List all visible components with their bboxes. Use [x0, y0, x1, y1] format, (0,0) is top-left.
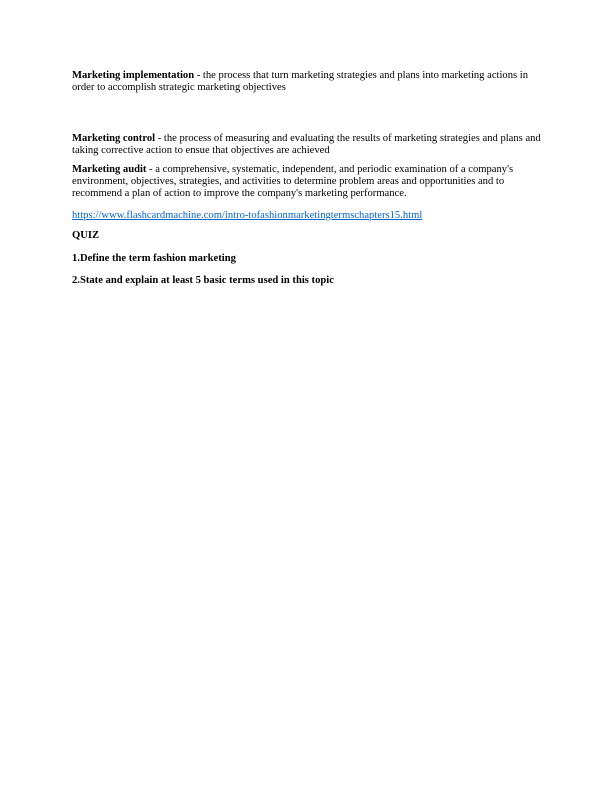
definition-text: - a comprehensive, systematic, independent, and periodic examination of a company's environment, objectives, strategies, and activities to determine problem areas and opportunities and to recommend a plan of action to improve the company's marketing performance.	[72, 163, 514, 200]
definition-term: Marketing control	[72, 132, 156, 144]
quiz-question-2: 2.State and explain at least 5 basic terms used in this topic	[72, 275, 334, 287]
definition-term: Marketing implementation	[72, 70, 195, 81]
definition-marketing-audit	[72, 164, 542, 201]
definition-text: - the process of measuring and evaluating the results of marketing strategies and plans and taking corrective action to ensue that objectives are achieved	[72, 132, 541, 157]
quiz-heading: QUIZ	[72, 230, 100, 242]
definition-text: - the process that turn marketing strategies and plans into marketing actions in order to accomplish strategic marketing objectives	[72, 70, 529, 94]
definition-marketing-implementation	[72, 70, 542, 95]
reference-link[interactable]: https://www.flashcardmachine.com/intro-tofashionmarketingtermschapters15.html	[72, 209, 423, 221]
definition-term: Marketing audit	[72, 163, 147, 175]
document-body	[72, 70, 542, 297]
definition-marketing-control	[72, 133, 542, 158]
quiz-question-1: 1.Define the term fashion marketing	[72, 252, 236, 264]
